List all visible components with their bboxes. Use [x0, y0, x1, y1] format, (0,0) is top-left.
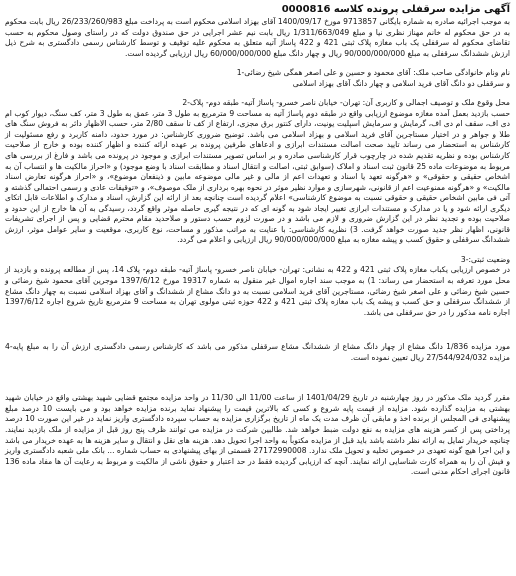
description-paragraph: حسب بازدید بعمل آمده مغازه موضوع ارزیابی واقع در طبقه دوم پاساژ آتیه به مساحت 9 مترمربع به طول 3 متر، عمق به طول 3 متر، کف سنگ، دیوار کوب ام دی اف، سقف ام دی اف، گرمایش و سرمایش اسپلیت یونیت، دارای کنتور برق مجزی، ارتفاع از کف تا سقف 2/80 متر، حسب الاظهار دائر به فروش سنگ های طلا و جواهر و در اختیار مستاجرین آقای فرید اسلامی و بهزاد اسلامی می باشد. توضیح ضروری کارشناس: در مورد حدود، دامنه کاربرد و رفع مسئولیت از کارشناس به استحضار می رساند تایید صحت اصالت مستندات ابرازی و ادعاهای طرفین پرونده بر عهده ارائه کننده و اظهار کننده بوده و خارج از صلاحیت کارشناس بوده و نظریه تقدیم شده در چارچوب قرار کارشناسی صادره و بر اساس تصویر مستندات ابرازی و موجود در پرونده می باشد و فارغ از بررسی های مربوط به موضوعات ماده 25 قانون ثبت اسناد و املاک (سوابق ثبتی، اصالت و انتقال اسناد و مطابقت اسناد با وضع موجود) و «احراز مالکیت ها و انتساب آن به اشخاص حقیقی و حقوقی» و «هرگونه تعهد یا اسناد و تعهدات اعم از مالی و غیر مالی موضوعه مابین و ذینفعان موضوع»، و «احراز هرگونه تعارض اسناد مالکیت» و «هرگونه ممنوعیت اعم از قانونی، شهرسازی و موارد نظیر موثر در نحوه بهره برداری از ملک موصوف»، و «توقیفات عادی و رسمی احتمالی گذشته و آتی فی مابین اشخاص حقیقی و حقوقی نسبت به موضوع کارشناسی» اعلام گردیده است چنانچه بعد از ارائه این گزارش، اسناد و مدارک و اطلاعات قابل اتکای دیگری ارائه شود و یا در مدارک و مستندات ابرازی تغییر ایجاد شود به گونه ای که در نتیجه گیری حاصله موثر واقع گردد، رسیدگی به آن ها خارج از این حدود و صلاحیت بوده و تجدید نظر در این گزارش ضروری و لازم می باشد و در صورت لزوم حسب دستور و صلاحدید مقام محترم قضایی و پس از اجرای تشریفات قانونی، اظهار نظر جدید صورت خواهد گرفت. 3) نظریه کارشناسی: با عنایت به مراتب مذکور و مساحت، نوع کاربری، موقعیت و سایر عوامل موثر، ارزش ششدانگ سرقفلی و حقوق کسب و پیشه مغازه به مبلغ 90/000/000/000 ریال ارزیابی و اعلام می گردد.	[5, 108, 511, 245]
auction-conditions-paragraph: مقرر گردید ملک مذکور در روز چهارشنبه در تاریخ 1401/04/29 از ساعت 11/00 الی 11/30 در واحد مزایده مجتمع قضایی شهید بهشتی واقع در خیابان شهید بهشتی به مزایده گذارده شود. مزایده از قیمت پایه شروع و کسی که بالاترین قیمت را پیشنهاد نماید برنده مزایده خواهد بود و می بایست 10 درصد مبلغ پیشنهادی فی المجلس از برنده اخذ و مابقی آن ظرف مدت یک ماه از تاریخ برگزاری مزایده به حساب سپرده دادگستری واریز نماید در غیر این صورت 10 درصد پرداختی پس از کسر هزینه های مزایده به نفع دولت ضبط خواهد شد. طالبین شرکت در مزایده می توانند ظرف پنج روز قبل از مزایده از ملک بازدید نمایند. چنانچه خریدار تمایل به ارائه نظر داشته باشد باید قبل از مزایده مکتوباً به واحد اجرا تحویل دهد. هزینه های نقل و انتقال و سایر هزینه ها به عهده خریدار می باشد و این اجرا هیچ گونه تعهدی در خصوص تخلیه و تحویل ملک ندارد. 27172990008 قسمتی از بهای پیشنهادی به حساب شماره ... بانک ملی شعبه دادگستری واریز و فیش آن را به همراه کارت شناسایی ارائه نمایند. آنچه که ارزیابی گردیده فقط در حد اعتبار و حقوق ناشی از مالکیت و مربوط به رعایت آن ها مفاد ماده 136 قانون اجرای احکام مدنی است.	[5, 393, 510, 477]
auction-item-paragraph: مورد مزایده 1/836 دانگ مشاع از چهار دانگ مشاع از ششدانگ مشاع سرقفلی مذکور می باشد که کارشناس رسمی دادگستری ارزش آن را به مبلغ پایه-4 مزایده 27/544/924/032 ریال تعیین نموده است.	[5, 342, 511, 362]
spacer	[5, 363, 510, 393]
registry-status-heading: وضعیت ثبتی:-3	[460, 254, 510, 264]
owners-line-2: و سرقفلی دو دانگ آقای فرید اسلامی و چهار دانگ آقای بهزاد اسلامی	[292, 78, 510, 88]
intro-paragraph: به موجب اجرائیه صادره به شماره بایگانی 9713857 مورخ 1400/09/17 آقای بهزاد اسلامی محکوم است به پرداخت مبلغ 26/233/260/983 ریال بابت محکوم به در حق محکوم له خانم مهناز نظری نیا و مبلغ 1/311/663/049 ریال بابت نیم عشر اجرایی در حق صندوق دولت که در راستای وصول محکوم به حسب تقاضای محکوم له سرقفلی یک باب مغازه پلاک ثبتی 421 و 422 پاساژ آتیه متعلق به محکوم علیه توقیف و توسط کارشناس رسمی دادگستری به شرح ذیل ارزش ششدانگ سرقفلی به مبلغ 90/000/000/000 ریال و چهار دانگ مبلغ 60/000/000/000 ریال ارزیابی گردیده است.	[5, 17, 511, 58]
owners-line-1: نام ونام خانوادگی صاحب ملک: آقای محمود و حسین و علی اصغر همگی شیخ رضائی-1	[236, 68, 510, 78]
notice-title: آگهی مزایده سرقفلی پرونده کلاسه 0000816	[281, 4, 510, 15]
spacer	[5, 246, 510, 255]
location-line: محل وقوع ملک و توصیف اجمالی و کاربری آن: تهران- خیابان ناصر خسرو- پاساژ آتیه- طبقه دوم- پلاک-2	[182, 98, 510, 108]
registry-status-paragraph: در خصوص ارزیابی یکباب مغازه پلاک ثبتی 421 و 422 به نشانی: تهران- خیابان ناصر خسرو- پاساژ آتیه- طبقه دوم- پلاک 14، پس از مطالعه پرونده و بازدید از محل مورد تعرفه به استحضار می رساند: 1) به موجب سند اجاره اموال غیر منقول به شماره 19317 مورخ 1397/6/12 موجرین آقای محمود شیخ رضائی و حسین شیخ رضائی و علی اصغر شیخ رضائی، مستاجرین آقای فرید اسلامی نسبت به دو دانگ مشاع از ششدانگ و آقای بهزاد اسلامی نسبت به چهار دانگ مشاع از ششدانگ سرقفلی و حق کسب و پیشه یک باب مغازه پلاک ثبتی 421 و 422 حوزه ثبتی مولوی تهران به مساحت 9 مترمربع تاریخ شروع اجاره 1397/6/12 اجاره نامه مذکور را در حق سرقفلی می باشد.	[5, 265, 511, 317]
spacer	[5, 59, 510, 68]
spacer	[5, 318, 510, 342]
spacer	[5, 89, 510, 98]
